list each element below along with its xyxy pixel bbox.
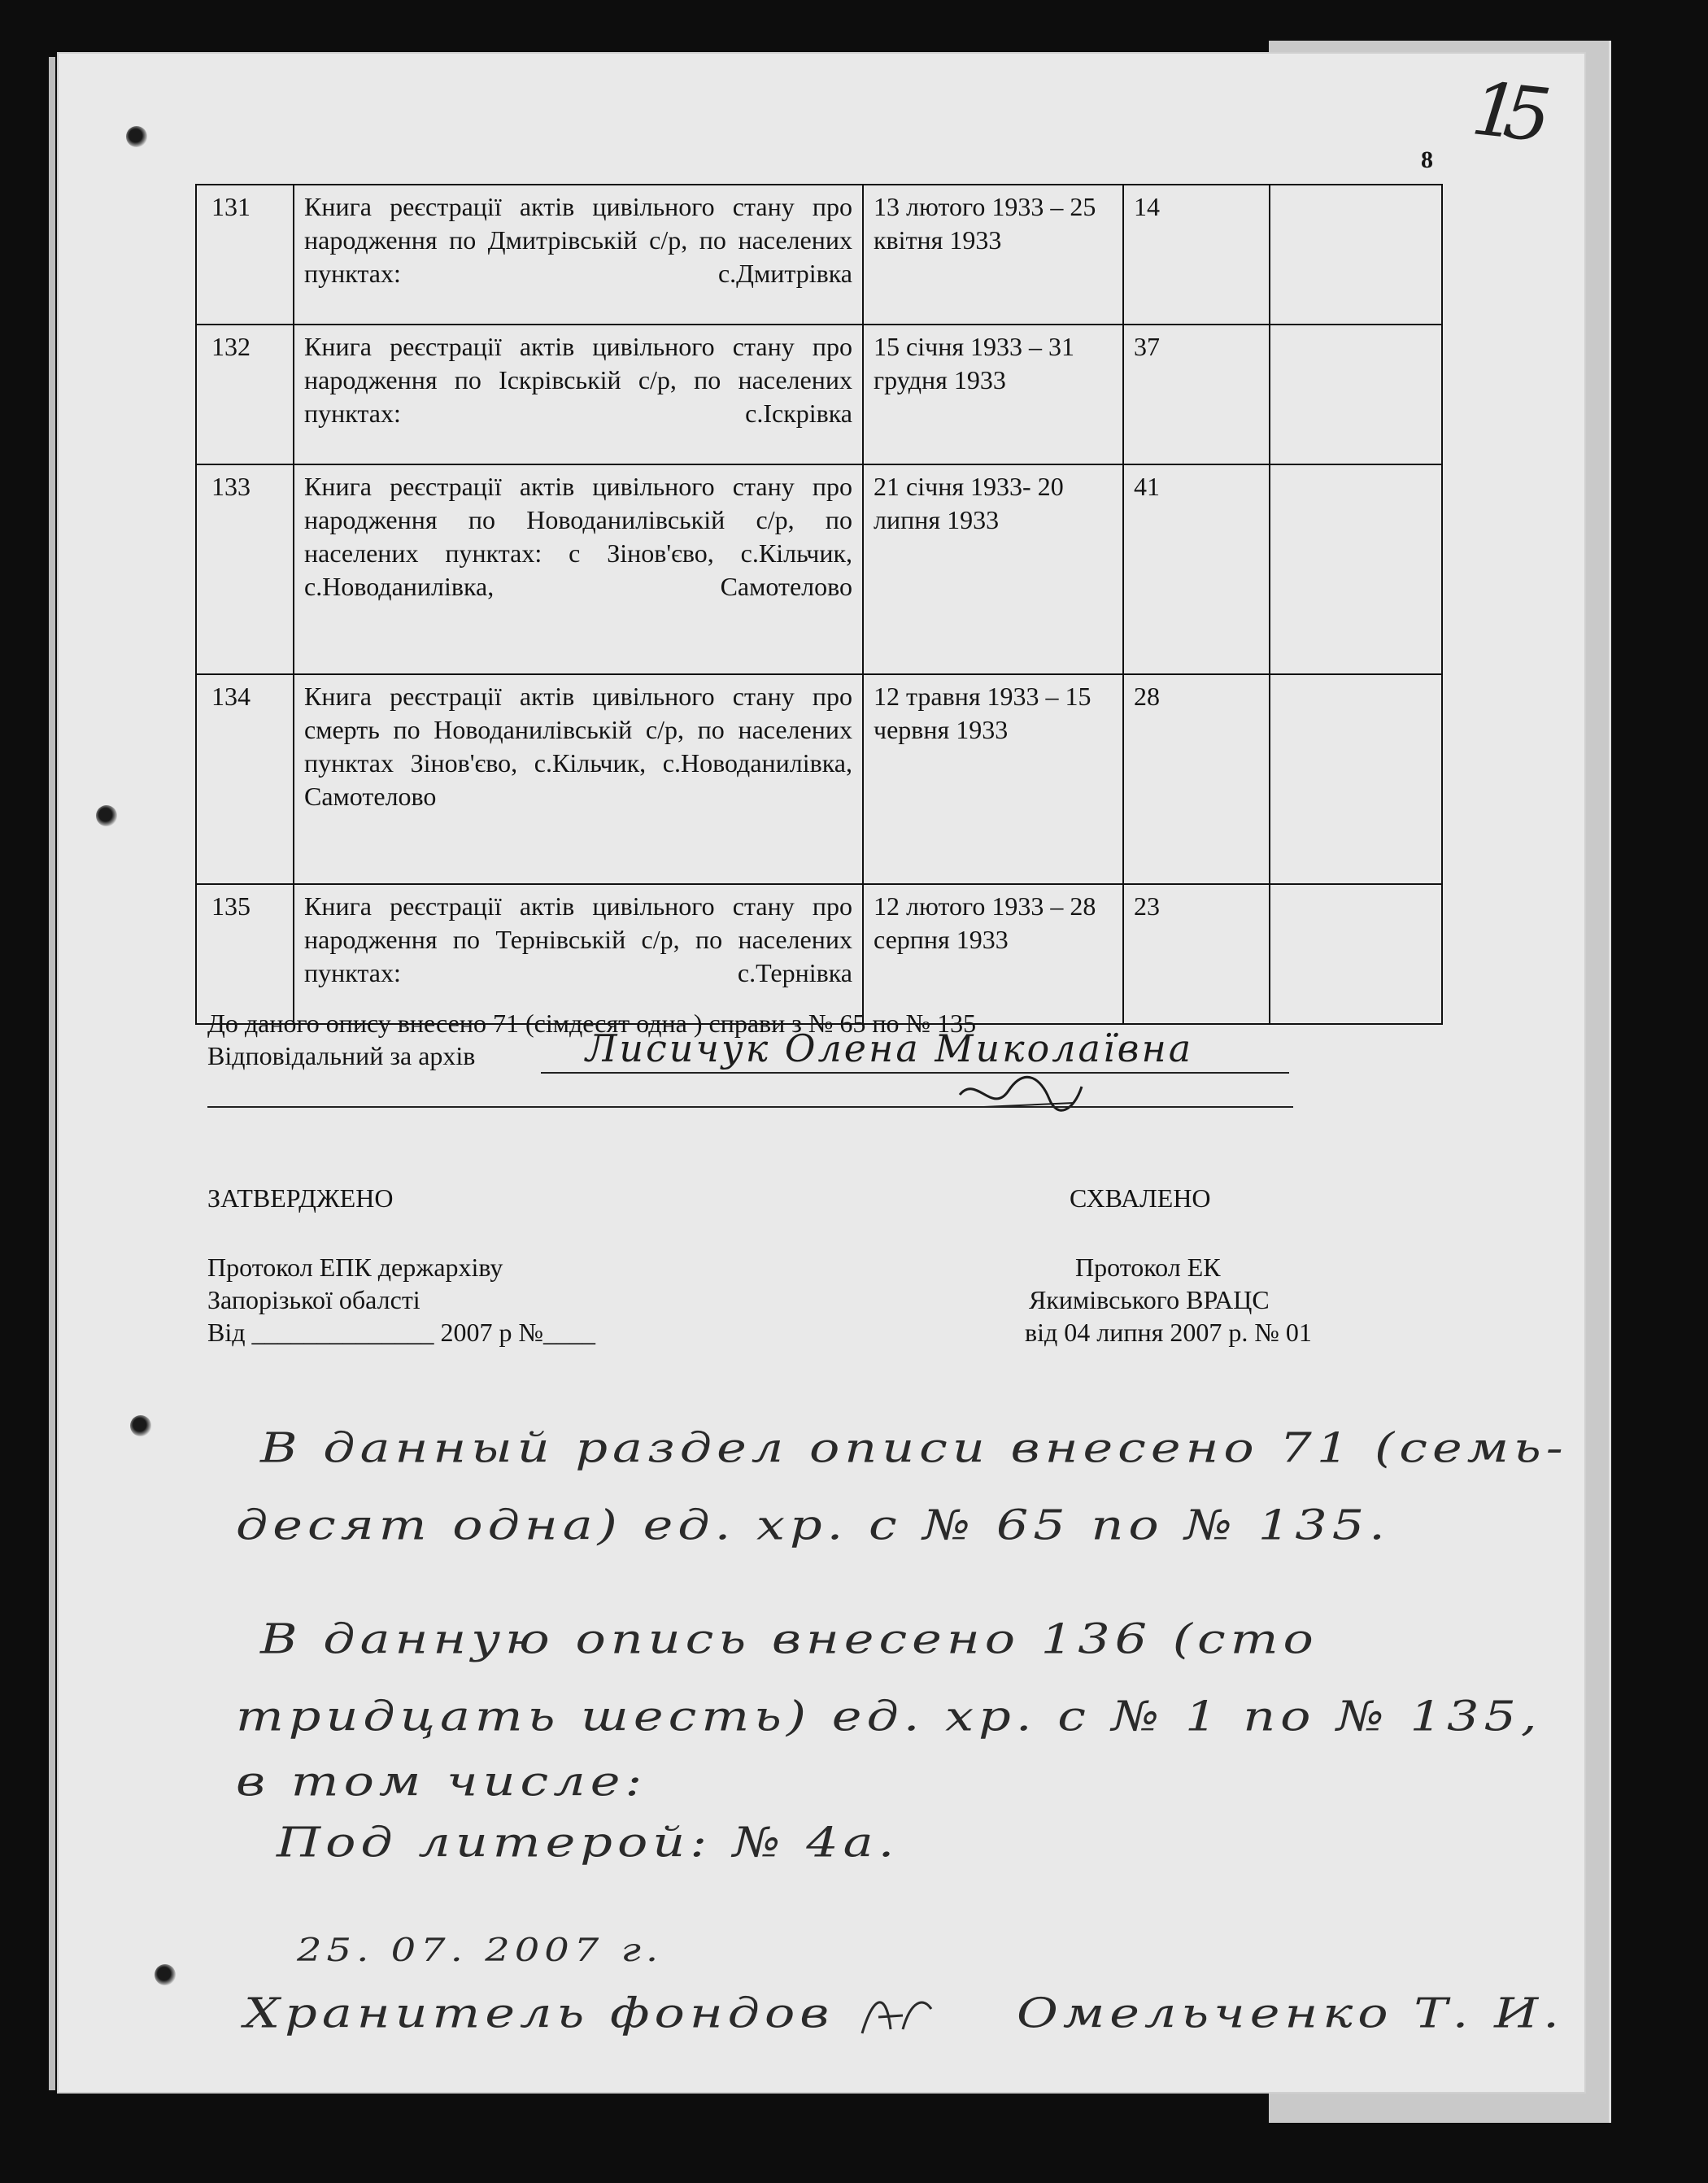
page-number: 8	[1421, 146, 1433, 173]
row-dates: 21 січня 1933- 20 липня 1933	[863, 464, 1123, 674]
divider-line	[207, 1106, 1293, 1108]
row-count: 14	[1123, 185, 1270, 325]
table-row	[196, 325, 1442, 464]
agreed-heading: СХВАЛЕНО	[1070, 1183, 1211, 1213]
approved-heading: ЗАТВЕРДЖЕНО	[207, 1183, 394, 1213]
handwritten-line-4: тридцать шесть) ед. хр. с № 1 по № 135,	[236, 1692, 1542, 1741]
row-dates: 15 січня 1933 – 31 грудня 1933	[863, 325, 1123, 464]
handwritten-line-3: В данную опись внесено 136 (сто	[260, 1614, 1318, 1663]
handwritten-line-2: десят одна) ед. хр. с № 65 по № 135.	[236, 1501, 1390, 1549]
signature-mark	[952, 1070, 1090, 1119]
keeper-signature-mark	[854, 1985, 943, 2050]
folio-number: 15	[1467, 66, 1540, 158]
row-dates: 13 лютого 1933 – 25 квітня 1933	[863, 185, 1123, 325]
row-title: Книга реєстрації актів цивільного стану про народження по Дмитрівській с/р, по населених пунктах: с.Дмитрівка	[294, 185, 863, 325]
row-number: 135	[196, 884, 294, 1024]
binding-hole	[130, 1415, 151, 1436]
handwritten-keeper-label: Хранитель фондов	[244, 1989, 834, 2037]
row-note	[1270, 464, 1442, 674]
row-number: 132	[196, 325, 294, 464]
row-note	[1270, 674, 1442, 884]
row-title: Книга реєстрації актів цивільного стану про смерть по Новоданилівській с/р, по населених пунктах Зінов'єво, с.Кільчик, с.Новоданилівка, Самотелово	[294, 674, 863, 884]
row-number: 134	[196, 674, 294, 884]
handwritten-date: 25. 07. 2007 г.	[297, 1932, 664, 1969]
handwritten-line-1: В данный раздел описи внесено 71 (семь-	[260, 1423, 1568, 1472]
agreed-line-2: Якимівського ВРАЦС	[1029, 1285, 1270, 1314]
table-row	[196, 884, 1442, 1024]
row-count: 23	[1123, 884, 1270, 1024]
sheet-edge	[49, 57, 55, 2090]
agreed-line-1: Протокол ЕК	[1075, 1253, 1221, 1282]
binding-hole	[96, 805, 117, 826]
row-dates: 12 травня 1933 – 15 червня 1933	[863, 674, 1123, 884]
handwritten-line-5: в том числе:	[236, 1757, 647, 1806]
approved-line-1: Протокол ЕПК держархіву	[207, 1253, 503, 1282]
row-title: Книга реєстрації актів цивільного стану про народження по Новоданилівській с/р, по населених пунктах: с Зінов'єво, с.Кільчик, с.Новоданилівка, Самотелово	[294, 464, 863, 674]
row-count: 37	[1123, 325, 1270, 464]
table-row	[196, 674, 1442, 884]
row-title: Книга реєстрації актів цивільного стану про народження по Іскрівській с/р, по населених пунктах: с.Іскрівка	[294, 325, 863, 464]
row-count: 28	[1123, 674, 1270, 884]
approved-line-3: Від ______________ 2007 р №____	[207, 1318, 596, 1347]
responsible-signature: Лисичук Олена Миколаївна	[586, 1026, 1194, 1070]
table-row	[196, 185, 1442, 325]
binding-hole	[126, 126, 147, 147]
table-row	[196, 464, 1442, 674]
row-number: 131	[196, 185, 294, 325]
approved-line-2: Запорізької обалсті	[207, 1285, 420, 1314]
handwritten-keeper-name: Омельченко Т. И.	[1017, 1989, 1564, 2037]
row-count: 41	[1123, 464, 1270, 674]
handwritten-line-6: Под литерой: № 4а.	[277, 1818, 900, 1867]
row-note	[1270, 325, 1442, 464]
row-note	[1270, 185, 1442, 325]
responsible-label: Відповідальний за архів	[207, 1041, 476, 1070]
binding-hole	[155, 1964, 176, 1985]
row-note	[1270, 884, 1442, 1024]
signature-underline	[541, 1072, 1289, 1074]
row-title: Книга реєстрації актів цивільного стану про народження по Тернівській с/р, по населених пунктах: с.Тернівка	[294, 884, 863, 1024]
agreed-line-3: від 04 липня 2007 р. № 01	[1025, 1318, 1312, 1347]
inventory-table	[195, 184, 1443, 1025]
row-dates: 12 лютого 1933 – 28 серпня 1933	[863, 884, 1123, 1024]
summary-line: До даного опису внесено 71 (сімдесят одна ) справи з № 65 по № 135	[207, 1009, 977, 1038]
row-number: 133	[196, 464, 294, 674]
